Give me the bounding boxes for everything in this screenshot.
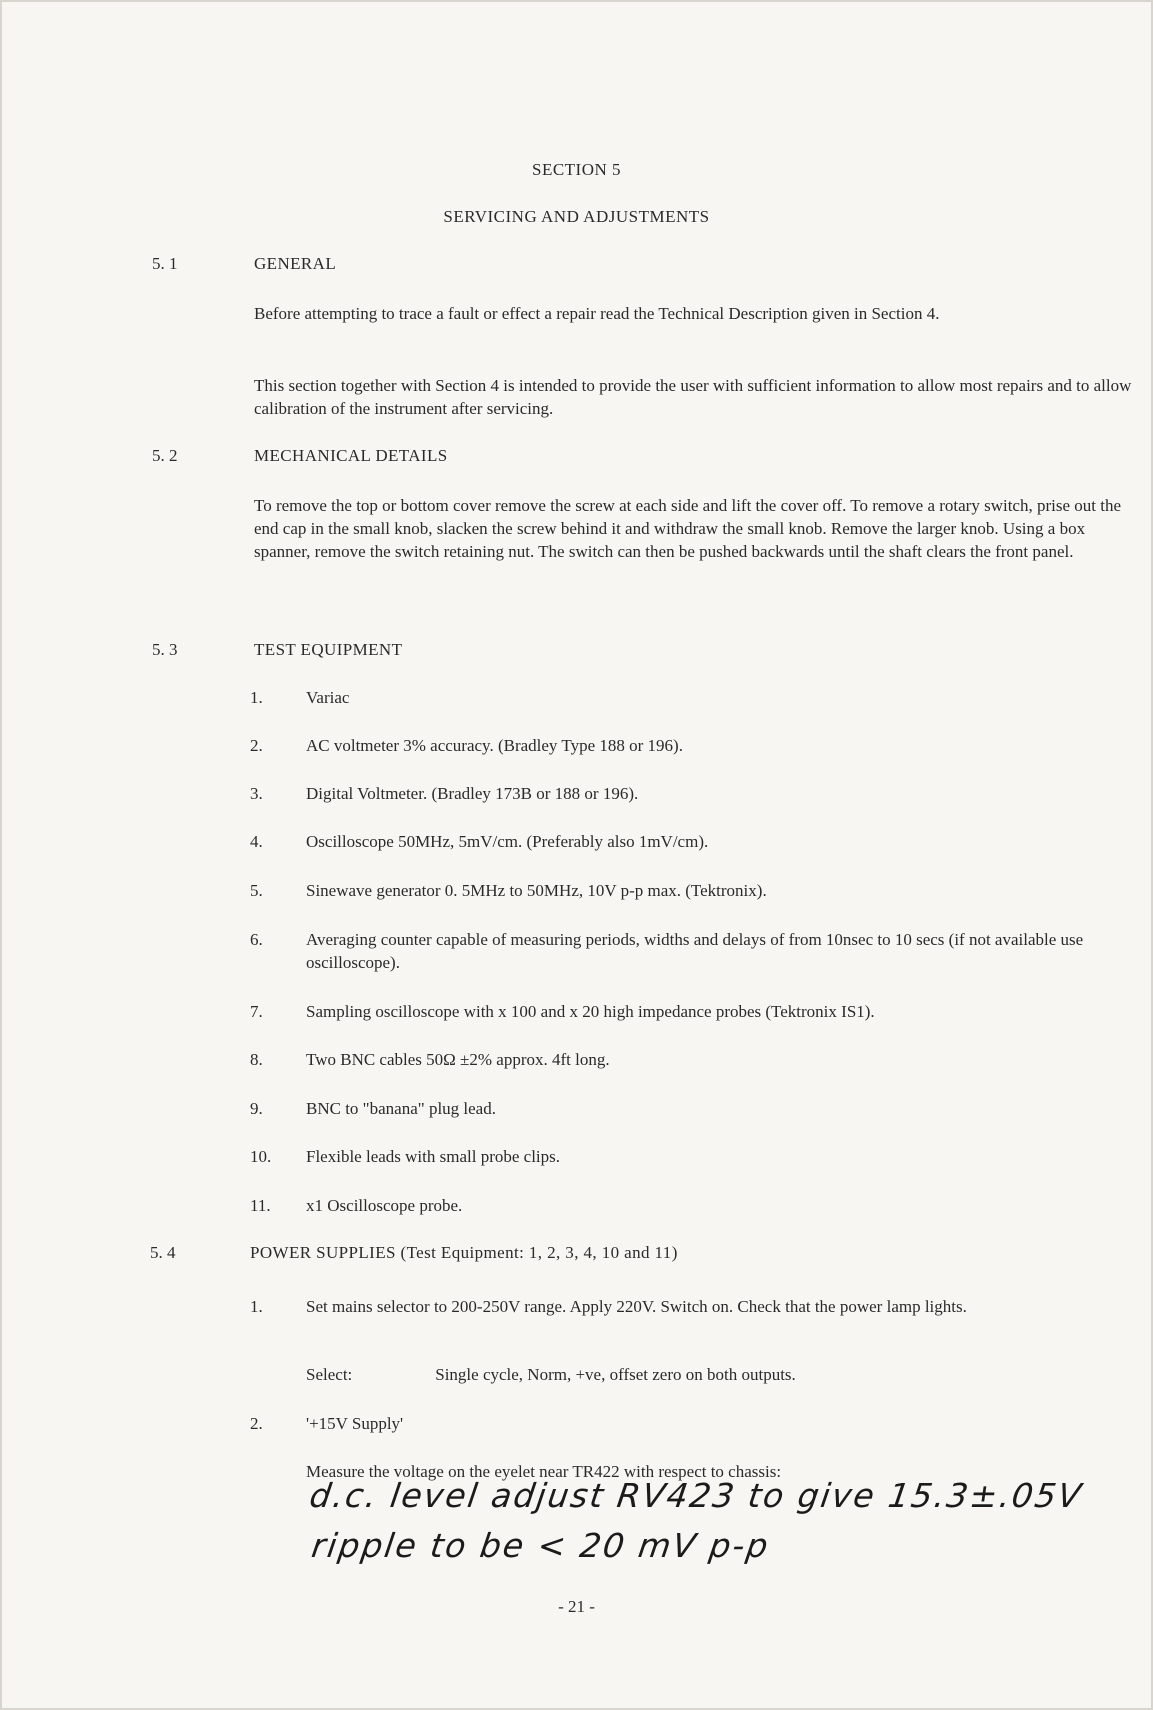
list-item-text: Oscilloscope 50MHz, 5mV/cm. (Preferably also 1mV/cm). [306, 832, 709, 851]
list-item-text: Flexible leads with small probe clips. [306, 1147, 561, 1166]
page-number: - 21 - [558, 1597, 595, 1616]
heading-test-equipment: TEST EQUIPMENT [254, 640, 403, 659]
list-item-number: 8. [250, 1050, 263, 1069]
list-item-number: 2. [250, 1414, 263, 1433]
list-item-number: 9. [250, 1099, 263, 1118]
list-item-text: BNC to "banana" plug lead. [306, 1099, 496, 1118]
handwritten-note-line-1: d.c. level adjust RV423 to give 15.3±.05V [307, 1476, 1086, 1515]
section-number-5-4: 5. 4 [150, 1243, 176, 1262]
list-item-text: Variac [306, 688, 350, 707]
list-item-text: Sampling oscilloscope with x 100 and x 20 high impedance probes (Tektronix IS1). [306, 1002, 875, 1021]
list-item-number: 11. [250, 1196, 271, 1215]
list-item-number: 7. [250, 1002, 263, 1021]
list-item-text: AC voltmeter 3% accuracy. (Bradley Type 188 or 196). [306, 736, 683, 755]
list-item-number: 10. [250, 1147, 272, 1166]
section-title: SECTION 5 [531, 160, 622, 179]
heading-power-supplies: POWER SUPPLIES (Test Equipment: 1, 2, 3, 4, 10 and 11) [250, 1243, 678, 1262]
select-value: Single cycle, Norm, +ve, offset zero on both outputs. [435, 1365, 796, 1384]
list-item-text: Digital Voltmeter. (Bradley 173B or 188 or 196). [306, 784, 639, 803]
section-number-5-3: 5. 3 [152, 640, 178, 659]
list-item-number: 4. [250, 832, 263, 851]
paragraph-mechanical: To remove the top or bottom cover remove the screw at each side and lift the cover off. To remove a rotary switch, prise out the end cap in the small knob, slacken the screw behind it and withdraw the small knob. Remove the larger knob. Using a box spanner, remove the switch retaining nut. The switch can then be pushed backwards until the shaft clears the front panel. [254, 496, 1122, 561]
heading-mechanical: MECHANICAL DETAILS [254, 446, 448, 465]
list-item-text: Sinewave generator 0. 5MHz to 50MHz, 10V p-p max. (Tektronix). [306, 881, 767, 900]
list-item-text: Set mains selector to 200-250V range. Apply 220V. Switch on. Check that the power lamp lights. [306, 1297, 967, 1316]
select-label: Select: [306, 1365, 353, 1384]
list-item-number: 3. [250, 784, 263, 803]
list-item-text: x1 Oscilloscope probe. [306, 1196, 463, 1215]
section-number-5-2: 5. 2 [152, 446, 178, 465]
section-subtitle: SERVICING AND ADJUSTMENTS [443, 207, 710, 226]
list-item-text: '+15V Supply' [306, 1414, 404, 1433]
list-item-number: 6. [250, 930, 263, 949]
list-item-number: 1. [250, 688, 263, 707]
measure-instruction: Measure the voltage on the eyelet near TR422 with respect to chassis: [306, 1462, 782, 1481]
list-item-number: 2. [250, 736, 263, 755]
select-settings [306, 1365, 796, 1385]
heading-general: GENERAL [254, 254, 337, 273]
handwritten-note-line-2: ripple to be < 20 mV p-p [309, 1526, 773, 1565]
list-item-text: Averaging counter capable of measuring periods, widths and delays of from 10nsec to 10 secs (if not available use oscilloscope). [306, 930, 1084, 972]
list-item-text: Two BNC cables 50Ω ±2% approx. 4ft long. [306, 1050, 610, 1069]
section-number-5-1: 5. 1 [152, 254, 178, 273]
paragraph-general-1: Before attempting to trace a fault or effect a repair read the Technical Description given in Section 4. [254, 304, 940, 323]
list-item-number: 1. [250, 1297, 263, 1316]
paragraph-general-2: This section together with Section 4 is intended to provide the user with sufficient information to allow most repairs and to allow calibration of the instrument after servicing. [254, 376, 1132, 418]
list-item-number: 5. [250, 881, 263, 900]
